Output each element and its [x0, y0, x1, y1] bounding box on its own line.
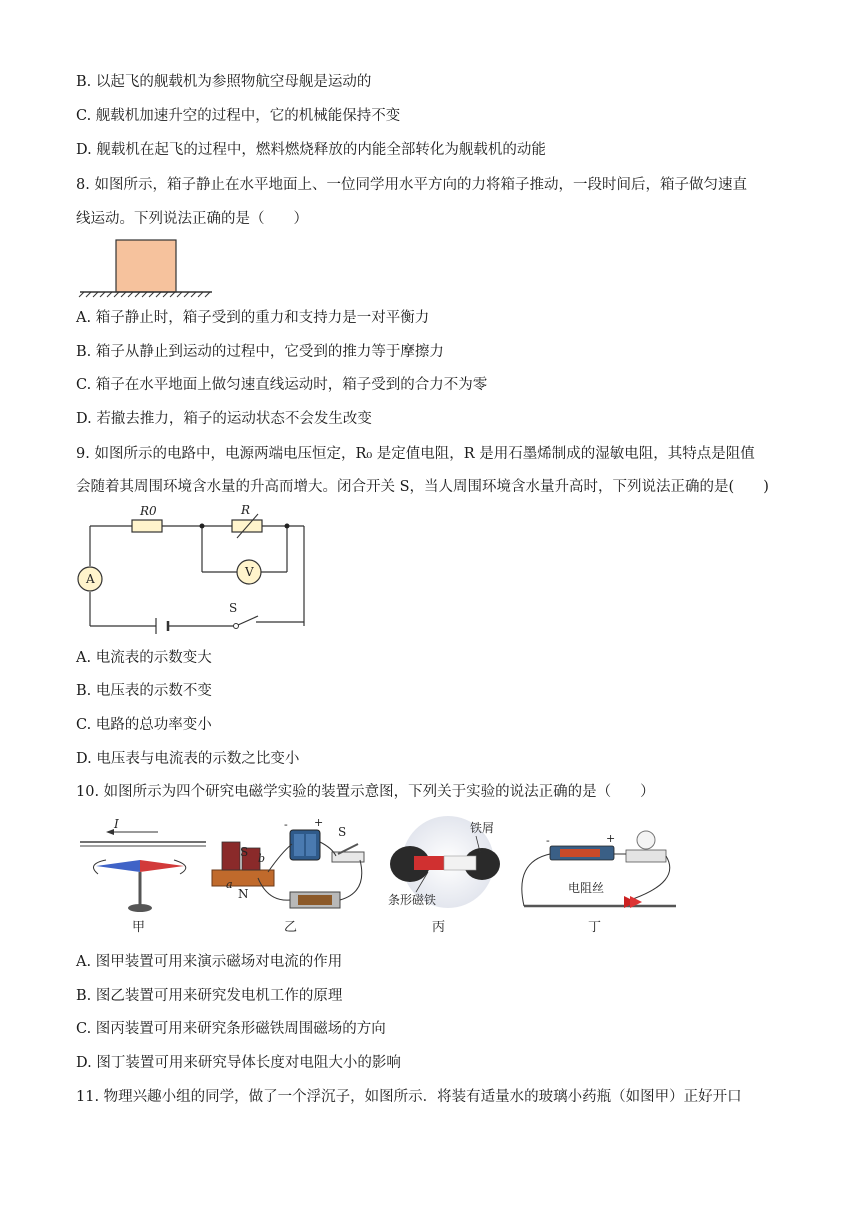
caption-yi: 乙 — [284, 920, 298, 935]
q9-option-b: B. 电压表的示数不变 — [76, 683, 212, 699]
battery-body — [560, 849, 600, 857]
rheostat-coil — [298, 895, 332, 905]
stand-base — [128, 904, 152, 912]
q7-option-b: B. 以起飞的舰载机为参照物航空母舰是运动的 — [76, 74, 372, 90]
q11-stem: 11. 物理兴趣小组的同学，做了一个浮沉子，如图所示．将装有适量水的玻璃小药瓶（如图甲）正好开口 — [76, 1089, 742, 1105]
battery — [156, 618, 168, 634]
r0-label: R0 — [140, 504, 157, 518]
caption-ding: 丁 — [588, 920, 602, 935]
magnet-red — [414, 856, 444, 870]
r-label: R — [241, 503, 251, 517]
circuit-diagram — [76, 500, 316, 635]
figure-jia — [76, 812, 210, 936]
label-b: b — [258, 852, 266, 865]
voltmeter-label: V — [245, 565, 254, 579]
q8-stem-line2: 线运动。下列说法正确的是（ ） — [76, 211, 308, 227]
label-s-left: S — [240, 845, 249, 859]
battery-cell-2 — [306, 834, 316, 856]
q7-option-c: C. 舰载机加速升空的过程中，它的机械能保持不变 — [76, 108, 401, 124]
q9-option-d: D. 电压表与电流表的示数之比变小 — [76, 751, 300, 767]
q9-stem-line1: 9. 如图所示的电路中，电源两端电压恒定，R₀ 是定值电阻，R 是用石墨烯制成的湿敏电阻，其特点是阻值 — [76, 446, 755, 462]
switch-label: S — [229, 601, 238, 615]
magnet-label: 条形磁铁 — [388, 893, 437, 907]
ammeter-label: A — [86, 572, 95, 586]
magnet-white — [444, 856, 476, 870]
box-on-ground-figure — [76, 236, 216, 300]
junction-right — [285, 524, 290, 529]
q9-option-a: A. 电流表的示数变大 — [76, 650, 212, 666]
lamp-base — [626, 850, 666, 862]
figure-ding — [514, 812, 684, 936]
q7-option-d: D. 舰载机在起飞的过程中，燃料燃烧释放的内能全部转化为舰载机的动能 — [76, 142, 546, 158]
q10-option-d: D. 图丁装置可用来研究导体长度对电阻大小的影响 — [76, 1055, 401, 1071]
figure-yi — [208, 812, 378, 936]
figure-bing — [380, 812, 510, 936]
q10-option-a: A. 图甲装置可用来演示磁场对电流的作用 — [76, 954, 343, 970]
label-n: N — [238, 887, 249, 901]
switch-base — [332, 852, 364, 862]
q8-stem-line1: 8. 如图所示，箱子静止在水平地面上、一位同学用水平方向的力将箱子推动，一段时间后，箱子做匀速直 — [76, 177, 747, 193]
label-s-right: S — [338, 825, 347, 839]
q8-option-a: A. 箱子静止时，箱子受到的重力和支持力是一对平衡力 — [76, 310, 430, 326]
q10-option-c: C. 图丙装置可用来研究条形磁铁周围磁场的方向 — [76, 1021, 386, 1037]
battery-plus: + — [314, 816, 324, 829]
battery-minus: - — [284, 818, 288, 831]
current-arrowhead — [106, 829, 114, 835]
current-label: I — [114, 817, 119, 831]
switch — [234, 616, 259, 629]
box — [116, 240, 176, 292]
base-board — [212, 870, 274, 886]
q9-option-c: C. 电路的总功率变小 — [76, 717, 212, 733]
caption-jia: 甲 — [132, 920, 146, 935]
label-a: a — [226, 878, 233, 891]
q8-option-c: C. 箱子在水平地面上做匀速直线运动时，箱子受到的合力不为零 — [76, 377, 488, 393]
q8-option-b: B. 箱子从静止到运动的过程中，它受到的推力等于摩擦力 — [76, 344, 444, 360]
ding-minus: - — [546, 834, 550, 847]
filings-label: 铁屑 — [470, 821, 495, 835]
resistor-r0 — [132, 520, 162, 532]
lamp-bulb — [637, 831, 655, 849]
q9-stem-line2: 会随着其周围环境含水量的升高而增大。闭合开关 S，当人周围环境含水量升高时，下列说法正确的是( ) — [76, 479, 769, 495]
battery-cell — [294, 834, 304, 856]
junction-left — [200, 524, 205, 529]
q10-option-b: B. 图乙装置可用来研究发电机工作的原理 — [76, 988, 343, 1004]
needle-blue — [96, 860, 140, 872]
ding-plus: + — [606, 832, 616, 845]
needle-red — [140, 860, 184, 872]
q8-option-d: D. 若撤去推力，箱子的运动状态不会发生改变 — [76, 411, 372, 427]
wire-label: 电阻丝 — [568, 881, 605, 895]
coil-a — [222, 842, 240, 870]
caption-bing: 丙 — [432, 920, 446, 935]
q10-stem: 10. 如图所示为四个研究电磁学实验的装置示意图，下列关于实验的说法正确的是（ ） — [76, 784, 655, 800]
